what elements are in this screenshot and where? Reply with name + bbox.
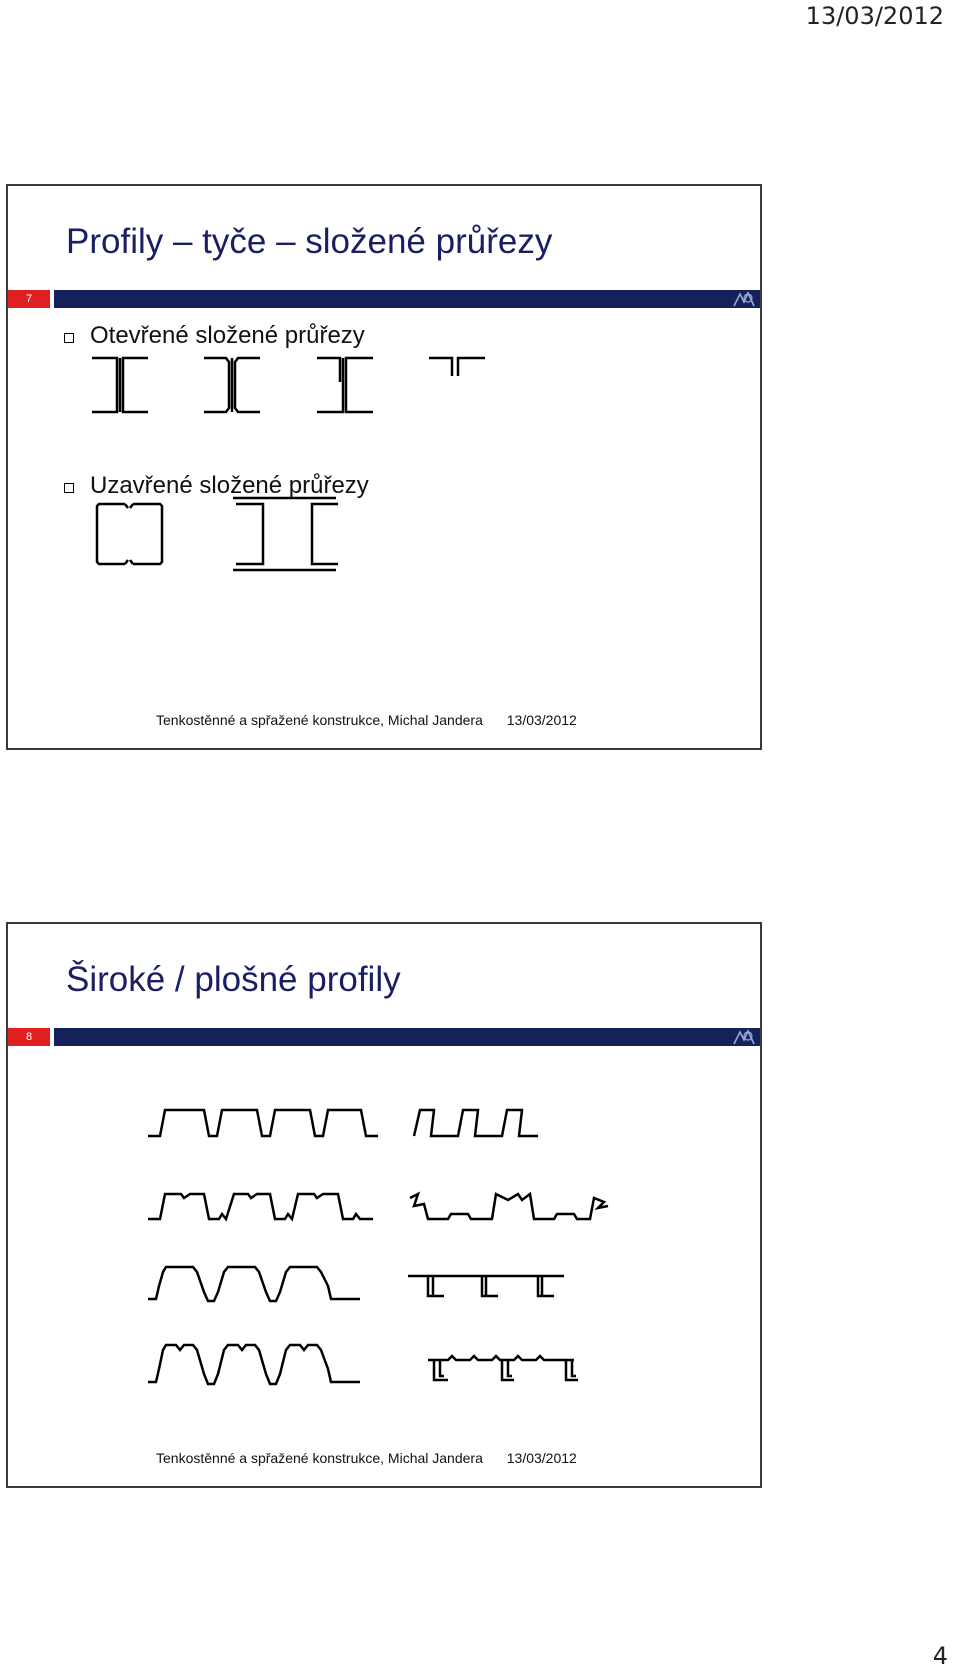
square-bullet-icon	[64, 483, 74, 493]
open-section-2	[204, 358, 260, 412]
page-number: 4	[932, 1642, 948, 1670]
footer-text: Tenkostěnné a spřažené konstrukce, Michal Jandera	[156, 712, 483, 728]
slide-title: Profily – tyče – složené průřezy	[66, 222, 553, 261]
ribbed-deck-profile	[408, 1276, 564, 1296]
slide-number: 7	[8, 290, 50, 308]
bullet-text: Otevřené složené průřezy	[90, 322, 365, 349]
footer-text: Tenkostěnné a spřažené konstrukce, Michal Jandera	[156, 1450, 483, 1466]
wide-profiles-drawing	[8, 924, 760, 1486]
page-header-date: 13/03/2012	[805, 2, 944, 30]
trapezoidal-profile-2	[414, 1110, 538, 1136]
slide-8	[6, 922, 762, 1488]
open-sections-drawing	[8, 186, 760, 748]
reentrant-profile	[410, 1194, 608, 1219]
slide-7	[6, 184, 762, 750]
footer-date: 13/03/2012	[506, 1450, 577, 1466]
stiffened-trapezoidal-profile-1	[148, 1194, 373, 1219]
bullet-text: Uzavřené složené průřezy	[90, 472, 369, 499]
open-section-4	[429, 358, 485, 376]
closed-section-1	[97, 504, 162, 564]
open-section-3	[317, 358, 373, 412]
closed-section-2	[233, 498, 338, 570]
slide-footer	[156, 712, 577, 728]
slide-number: 8	[8, 1028, 50, 1046]
footer-date: 13/03/2012	[506, 712, 577, 728]
slide-footer	[156, 1450, 577, 1466]
stiffened-deep-profile	[148, 1345, 360, 1384]
trapezoidal-profile-1	[148, 1110, 378, 1136]
deep-trapezoidal-profile	[148, 1267, 360, 1301]
ribbed-stiffened-deck-profile	[428, 1356, 578, 1380]
bullet-closed-sections	[64, 472, 369, 500]
open-section-1	[92, 358, 148, 412]
slide-title: Široké / plošné profily	[66, 960, 401, 999]
